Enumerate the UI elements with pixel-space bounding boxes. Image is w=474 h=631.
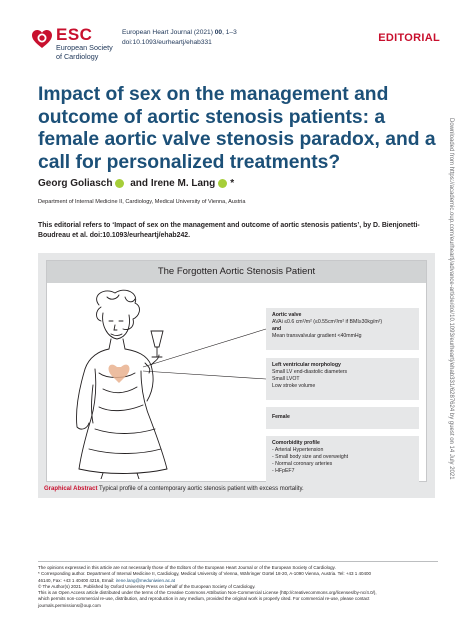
society-line-1: European Society [56,43,113,52]
comorbidity-box [266,436,419,483]
corresponding-mark: * [230,178,235,189]
figure-panel [46,260,427,482]
author-2: Irene M. Lang [150,178,216,189]
orcid-icon[interactable] [115,179,124,188]
author-email-link[interactable]: irene.lang@meduniwien.ac.at [115,577,176,583]
footnote-copyright: © The Author(s) 2021. Published by Oxford University Press on behalf of the European Society of Cardiology. [38,583,256,589]
journal-info [122,28,237,47]
society-name [56,44,113,61]
download-note-text: Downloaded from https://academic.oup.com/eurheartj/advance-article/doi/10.1093/eurheartj/ehab331/6287624 by guest on 14 July 2021 [448,118,454,480]
graphical-abstract [38,253,435,498]
patient-sketch-illustration [55,289,210,479]
aortic-valve-criteria: AVAi ≤0.6 cm²/m² (≤0.55cm²/m² if BMI≥30kg/m²) [272,319,383,325]
female-label: Female [272,414,290,420]
aortic-valve-gradient: Mean transvalvular gradient <40mmHg [272,333,362,339]
orcid-icon[interactable] [218,179,227,188]
footnote-license-cont: which permits non-commercial re-use, distribution, and reproduction in any medium, provided the original work is properly cited. For commercial re-use, please contact [38,596,370,602]
citation-pages: , 1–3 [222,29,237,36]
footnote-disclaimer: The opinions expressed in this article are not necessarily those of the Editors of the European Heart Journal or of the European Society of Cardiology. [38,565,336,570]
section-label: EDITORIAL [378,32,440,44]
comorbidity-item: - HFpEF7 [272,468,413,475]
affiliation: Department of Internal Medicine II, Cardiology, Medical University of Vienna, Austria [38,199,246,205]
caption-text: Typical profile of a contemporary aortic stenosis patient with excess mortality. [97,486,304,492]
lv-morphology-box [266,358,419,400]
footnote-corresponding: * Corresponding author. Department of Internal Medicine II, Cardiology, Medical University of Vienna, Währinger Gürtel 18-20, A-1090 Vienna, Austria. Tel: +43 1 40400 [38,571,371,577]
footnotes [38,565,443,609]
aortic-valve-box [266,308,419,350]
aortic-valve-heading: Aortic valve [272,312,302,318]
logo-text: ESC [56,25,93,44]
journal-citation [122,28,237,38]
figure-title-bar [47,261,426,283]
esc-heart-icon [30,27,54,51]
esc-logo [30,25,115,65]
lv-item: Small LV end-diastolic diameters [272,369,348,375]
authors [38,178,234,189]
citation-journal: European Heart Journal (2021) [122,29,215,36]
comorbidity-item: - Arterial Hypertension [272,447,413,454]
refers-to-note: This editorial refers to ‘Impact of sex on the management and outcome of aortic stenosis patients’, by D. Bienjonetti-Boudreau et al. doi:10.1093/eurheartj/ehab242. [38,222,420,240]
lv-item: Small LVOT [272,376,300,382]
figure-title: The Forgotten Aortic Stenosis Patient [157,266,316,277]
footnote-license: This is an Open Access article distributed under the terms of the Creative Commons Attribution Non-Commercial License (http://creativecommons.org/licenses/by-nc/4.0/), [38,590,377,596]
female-box [266,407,419,429]
contact-prefix: 46140, Fax: +43 1 40400 4216, Email: [38,577,116,583]
aortic-valve-and: and [272,326,282,332]
journal-doi: doi:10.1093/eurheartj/ehab331 [122,38,212,46]
download-side-note [448,118,462,588]
comorbidity-list [272,447,413,475]
author-1: Georg Goliasch [38,178,113,189]
lv-item: Low stroke volume [272,383,316,389]
comorbidity-heading: Comorbidity profile [272,440,320,446]
comorbidity-item: - Normal coronary arteries [272,461,413,468]
author-joiner: and [127,178,151,189]
comorbidity-item: - Small body size and overweight [272,454,413,461]
lv-morphology-heading: Left ventricular morphology [272,362,341,368]
caption-label: Graphical Abstract [44,486,98,492]
footnote-permissions: journals.permissions@oup.com [38,602,101,608]
footnote-divider [38,561,438,562]
society-line-2: of Cardiology [56,51,99,61]
figure-caption [44,486,304,492]
article-title: Impact of sex on the management and outcome of aortic stenosis patients: a female aortic valve stenosis paradox, and a call for personalized treatments? [38,84,436,173]
citation-volume: 00 [214,29,223,36]
